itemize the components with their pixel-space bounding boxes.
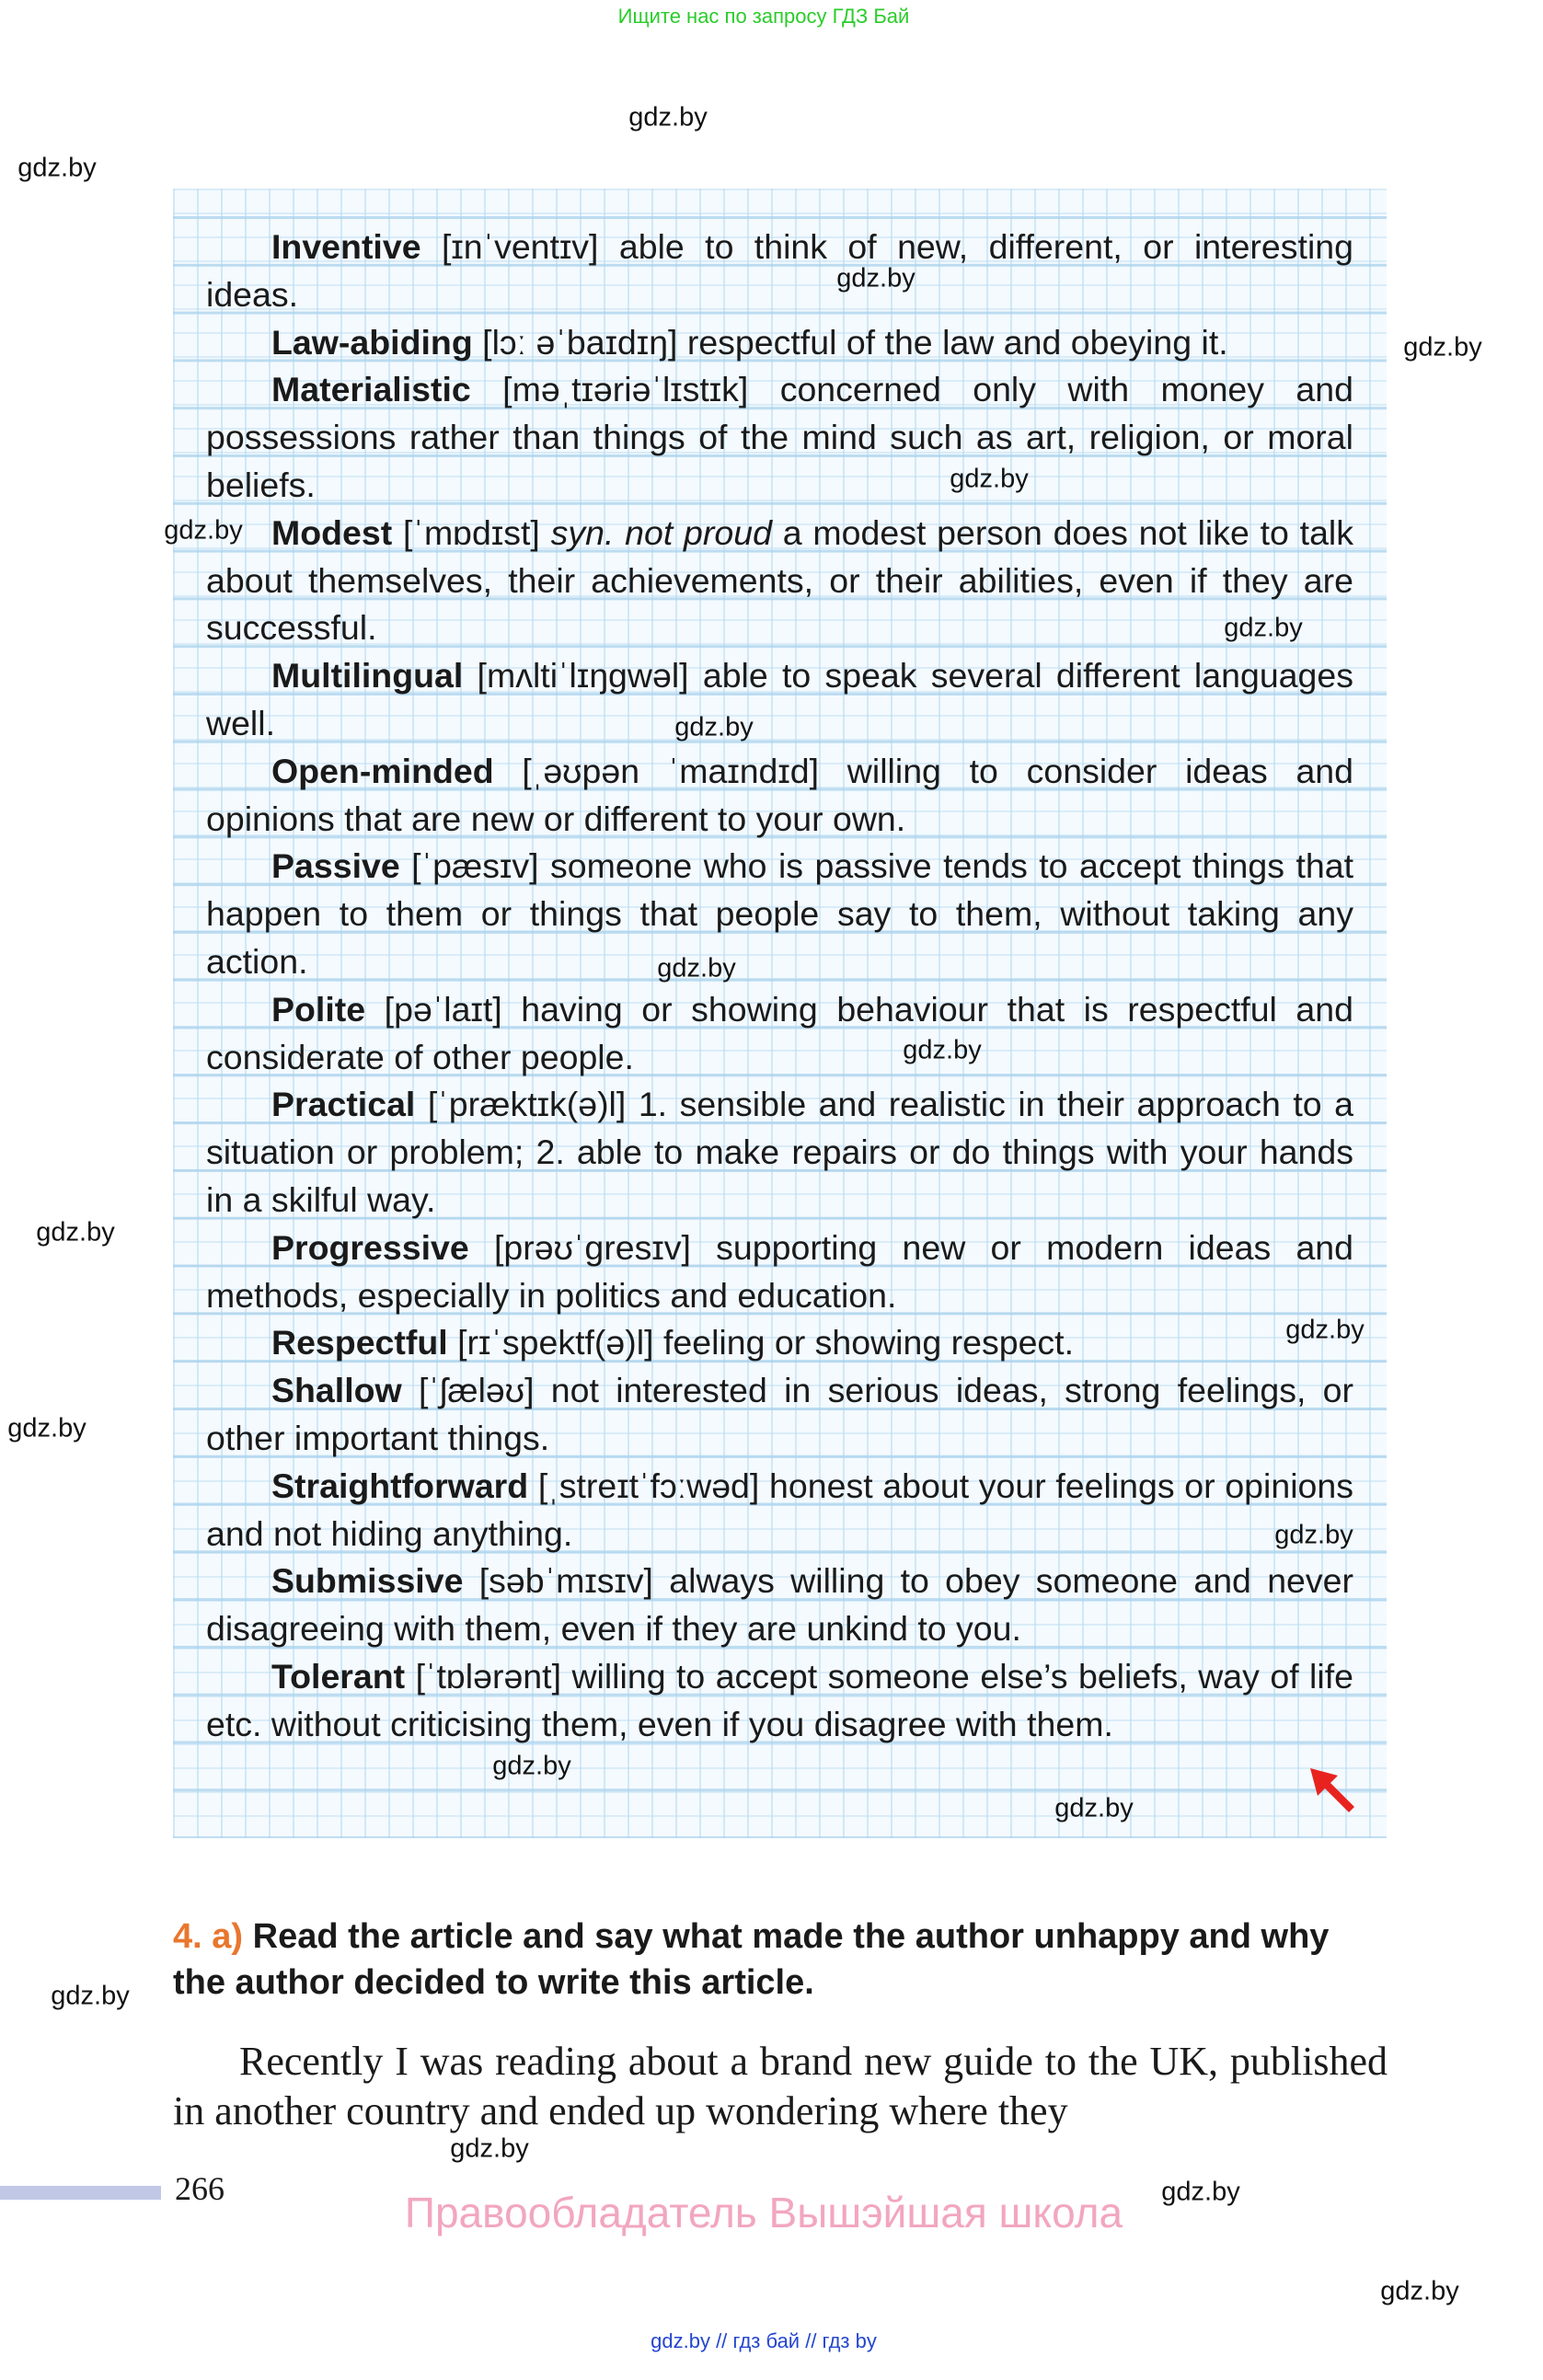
arrow-icon bbox=[1307, 1765, 1362, 1820]
watermark: gdz.by bbox=[836, 263, 915, 293]
entry-transcription: [pəˈlaɪt] bbox=[384, 989, 502, 1029]
task-heading bbox=[173, 1914, 1388, 2006]
watermark: gdz.by bbox=[7, 1413, 86, 1443]
entry-transcription: [ˈpæsɪv] bbox=[411, 846, 539, 886]
vocabulary-entry bbox=[206, 1558, 1353, 1653]
watermark: gdz.by bbox=[1054, 1793, 1134, 1823]
entry-transcription: [ˈpræktɪk(ə)l] bbox=[427, 1085, 627, 1124]
entry-definition: feeling or showing respect. bbox=[662, 1323, 1075, 1362]
vocabulary-entry bbox=[206, 1463, 1353, 1558]
page-bar bbox=[0, 2186, 161, 2200]
task-text: Read the article and say what made the author unhappy and why the author decided to write this article. bbox=[173, 1917, 1330, 2002]
watermark: gdz.by bbox=[1224, 613, 1303, 643]
top-note: Ищите нас по запросу ГДЗ Бай bbox=[617, 5, 910, 28]
page-number: 266 bbox=[175, 2170, 225, 2207]
entry-definition: someone who is passive tends to accept things that happen to them or things that people say to them, without taking any action. bbox=[206, 846, 1353, 981]
entry-definition: supporting new or modern ideas and methods, especially in politics and education. bbox=[206, 1227, 1354, 1315]
entry-definition: a modest person does not like to talk about themselves, their achievements, or their abilities, even if they are successful. bbox=[206, 512, 1354, 648]
watermark: gdz.by bbox=[492, 1751, 571, 1781]
entry-word: Modest bbox=[271, 512, 393, 552]
watermark: gdz.by bbox=[51, 1981, 130, 2011]
entry-transcription: [ˈmɒdɪst] bbox=[403, 512, 540, 552]
entry-word: Inventive bbox=[271, 227, 421, 266]
watermark: gdz.by bbox=[1403, 332, 1482, 362]
watermark: gdz.by bbox=[1380, 2276, 1459, 2306]
watermark: gdz.by bbox=[674, 712, 754, 742]
entry-definition: concerned only with money and possessions rather than things of the mind such as art, religion, or moral beliefs. bbox=[206, 370, 1353, 504]
watermark: gdz.by bbox=[628, 102, 708, 132]
entry-transcription: [məˌtɪəriəˈlɪstɪk] bbox=[502, 370, 749, 409]
entry-definition: having or showing behaviour that is respectful and considerate of other people. bbox=[206, 989, 1354, 1076]
entry-synonym: syn. not proud bbox=[550, 512, 772, 552]
entry-word: Multilingual bbox=[271, 656, 464, 696]
entry-transcription: [rɪˈspektf(ə)l] bbox=[457, 1323, 654, 1362]
vocabulary-entry bbox=[206, 510, 1353, 652]
vocabulary-entry bbox=[206, 652, 1353, 748]
entry-definition: honest about your feelings or opinions and not hiding anything. bbox=[206, 1466, 1354, 1553]
entry-definition: respectful of the law and obeying it. bbox=[686, 322, 1228, 362]
vocabulary-entry bbox=[206, 1319, 1353, 1367]
watermark: gdz.by bbox=[450, 2133, 529, 2164]
task-number: 4. bbox=[173, 1917, 202, 1956]
watermark: gdz.by bbox=[903, 1035, 982, 1065]
article-paragraph: Recently I was reading about a brand new guide to the UK, published in another country and ended up wondering where they bbox=[173, 2039, 1388, 2133]
entry-definition: not interested in serious ideas, strong feelings, or other important things. bbox=[206, 1371, 1353, 1457]
entry-definition: 1. sensible and realistic in their approach to a situation or problem; 2. able to make repairs or do things with your hands in a skilful way. bbox=[206, 1085, 1353, 1219]
entry-word: Shallow bbox=[271, 1371, 402, 1410]
watermark: gdz.by bbox=[17, 153, 97, 183]
entry-definition: always willing to obey someone and never disagreeing with them, even if they are unkind to you. bbox=[206, 1561, 1353, 1649]
entry-word: Passive bbox=[271, 846, 400, 886]
entry-word: Tolerant bbox=[271, 1656, 406, 1696]
vocabulary-entry bbox=[206, 319, 1353, 367]
vocabulary-entry bbox=[206, 1367, 1353, 1463]
watermark: gdz.by bbox=[1274, 1520, 1353, 1550]
entry-transcription: [prəʊˈgresɪv] bbox=[493, 1227, 691, 1267]
task-part: a) bbox=[212, 1917, 244, 1956]
entry-word: Respectful bbox=[271, 1323, 448, 1362]
vocabulary-entry bbox=[206, 748, 1353, 844]
vocabulary-entry bbox=[206, 224, 1353, 319]
entry-word: Open-minded bbox=[271, 751, 494, 790]
entry-transcription: [mʌltiˈlɪŋgwəl] bbox=[477, 656, 689, 696]
entry-transcription: [ˈʃæləʊ] bbox=[418, 1371, 535, 1410]
vocabulary-entry bbox=[206, 843, 1353, 985]
vocabulary-entry bbox=[206, 1653, 1353, 1749]
watermark: gdz.by bbox=[164, 515, 243, 546]
entry-word: Practical bbox=[271, 1085, 416, 1124]
entry-definition: willing to consider ideas and opinions that are new or different to your own. bbox=[206, 751, 1354, 838]
entry-transcription: [ˌstreɪtˈfɔːwəd] bbox=[537, 1466, 760, 1505]
entry-word: Materialistic bbox=[271, 370, 471, 409]
vocabulary-entry bbox=[206, 986, 1353, 1082]
vocabulary-entry bbox=[206, 1081, 1353, 1224]
article bbox=[173, 2037, 1388, 2136]
entry-word: Submissive bbox=[271, 1561, 464, 1601]
entry-word: Progressive bbox=[271, 1227, 469, 1267]
watermark: gdz.by bbox=[1285, 1315, 1365, 1345]
entry-transcription: [ˈtɒlərənt] bbox=[415, 1656, 561, 1696]
entry-definition: able to think of new, different, or interesting ideas. bbox=[206, 227, 1353, 314]
entry-definition: willing to accept someone else’s beliefs, way of life etc. without criticising them, even if you disagree with them. bbox=[206, 1656, 1353, 1743]
entry-word: Law-abiding bbox=[271, 322, 473, 362]
vocabulary-list bbox=[206, 224, 1353, 1749]
watermark: gdz.by bbox=[657, 953, 736, 983]
entry-transcription: [səbˈmɪsɪv] bbox=[478, 1561, 653, 1601]
vocabulary-entry bbox=[206, 1224, 1353, 1320]
entry-transcription: [ˌəʊpən ˈmaɪndɪd] bbox=[522, 751, 820, 790]
watermark: gdz.by bbox=[1161, 2177, 1240, 2207]
copyright-notice: Правообладатель Вышэйшая школа bbox=[404, 2189, 1123, 2236]
watermark: gdz.by bbox=[36, 1217, 115, 1247]
entry-transcription: [ɪnˈventɪv] bbox=[441, 227, 599, 266]
entry-transcription: [lɔː əˈbaɪdɪŋ] bbox=[482, 322, 678, 362]
entry-word: Polite bbox=[271, 989, 366, 1029]
footer-links[interactable]: gdz.by // гдз бай // гдз by bbox=[651, 2329, 877, 2352]
watermark: gdz.by bbox=[950, 464, 1029, 494]
entry-definition: able to speak several different languages well. bbox=[206, 656, 1353, 742]
vocabulary-entry bbox=[206, 366, 1353, 509]
entry-word: Straightforward bbox=[271, 1466, 529, 1505]
